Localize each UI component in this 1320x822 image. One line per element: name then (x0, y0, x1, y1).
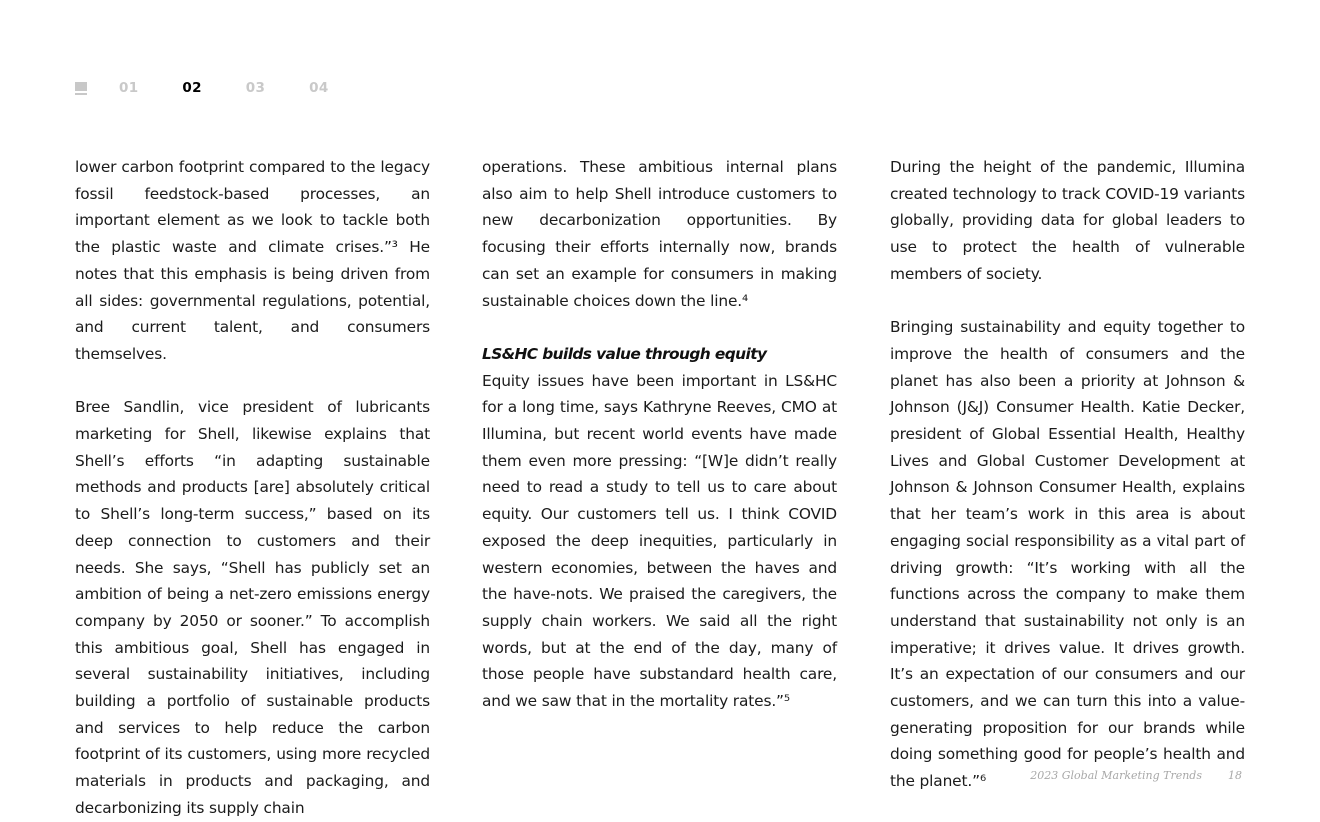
publication-title: 2023 Global Marketing Trends (1030, 769, 1202, 782)
paragraph: operations. These ambitious internal plans also aim to help Shell introduce customers to new decarbonization opportunities. By focusing their efforts internally now, brands can set an example for consumers in making sustainable choices down the line.⁴ (482, 158, 837, 310)
paragraph: Bringing sustainability and equity together to improve the health of consumers and the planet has also been a priority at Johnson & Johnson (J&J) Consumer Health. Katie Decker, president of Global Essential Health, Healthy Lives and Global Customer Development at Johnson & Johnson Consumer Health, explains that her team’s work in this area is about engaging social responsibility as a vital part of driving growth: “It’s working with all the functions across the company to make them understand that sustainability not only is an imperative; it drives value. It drives growth. It’s an expectation of our consumers and our customers, and we can turn this into a value-generating proposition for our brands while doing something good for people’s health and the planet.”⁶ (890, 318, 1245, 791)
section-subheading: LS&HC builds value through equity (482, 344, 767, 363)
tab-01[interactable]: 01 (119, 80, 139, 96)
text-column-2 (482, 154, 837, 715)
tab-02[interactable]: 02 (182, 80, 202, 96)
tab-04[interactable]: 04 (309, 80, 329, 96)
page-number: 18 (1228, 769, 1242, 782)
text-column-1 (75, 154, 430, 822)
paragraph: Equity issues have been important in LS&HC for a long time, says Kathryne Reeves, CMO at Illumina, but recent world events have made them even more pressing: “[W]e didn’t really need to read a study to tell us to care about equity. Our customers tell us. I think COVID exposed the deep inequities, particularly in western economies, between the haves and the have-nots. We praised the caregivers, the supply chain workers. We said all the right words, but at the end of the day, many of those people have substandard health care, and we saw that in the mortality rates.”⁵ (482, 371, 837, 711)
text-column-3 (890, 154, 1245, 795)
section-nav (75, 78, 373, 98)
paragraph: lower carbon footprint compared to the legacy fossil feedstock-based processes, an important element as we look to tackle both the plastic waste and climate crises.”³ He notes that this emphasis is being driven from all sides: governmental regulations, potential, and current talent, and consumers themselves. (75, 158, 430, 363)
paragraph: During the height of the pandemic, Illumina created technology to track COVID-19 variants globally, providing data for global leaders to use to protect the health of vulnerable members of society. (890, 158, 1245, 283)
paragraph: Bree Sandlin, vice president of lubricants marketing for Shell, likewise explains that Shell’s efforts “in adapting sustainable methods and products [are] absolutely critical to Shell’s long-term success,” based on its deep connection to customers and their needs. She says, “Shell has publicly set an ambition of being a net-zero emissions energy company by 2050 or sooner.” To accomplish this ambitious goal, Shell has engaged in several sustainability initiatives, including building a portfolio of sustainable products and services to help reduce the carbon footprint of its customers, using more recycled materials in products and packaging, and decarbonizing its supply chain (75, 398, 430, 817)
menu-home-icon[interactable] (75, 82, 87, 95)
tab-03[interactable]: 03 (245, 80, 266, 96)
page-footer (1030, 769, 1242, 782)
